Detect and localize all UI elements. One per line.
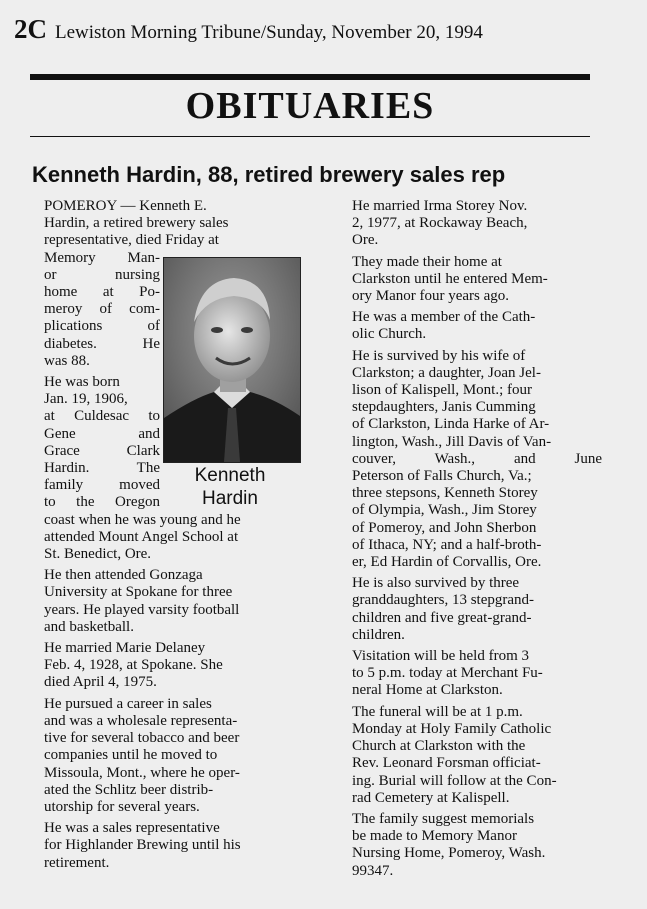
page-number: 2C [14,14,47,44]
section-rule-bottom [30,136,590,137]
text-line: was 88. [44,352,90,369]
paragraph [340,254,602,306]
text-line: for Highlander Brewing until his [44,837,241,854]
text-line: The funeral will be at 1 p.m. [352,703,523,720]
text-line: He is survived by his wife of [352,347,526,364]
text-line: diabetes. He [44,335,160,352]
text-line: They made their home at [352,253,502,270]
text-line: couver, Wash., and June [352,450,602,467]
caption-last-name: Hardin [202,488,258,509]
text-line: Hardin, a retired brewery sales [44,215,229,232]
text-line: POMEROY — Kenneth E. [44,198,207,214]
paragraph [340,811,602,880]
article-column-right [340,198,602,884]
text-line: Visitation will be held from 3 [352,648,529,665]
text-line: Hardin. The [44,460,160,477]
text-line: He then attended Gonzaga [44,567,203,584]
paragraph [340,198,602,250]
text-line: Feb. 4, 1928, at Spokane. She [44,657,223,674]
text-line: er, Ed Hardin of Corvallis, Ore. [352,554,542,571]
text-line: of Ithaca, NY; and a half-broth- [352,536,542,553]
article-headline: Kenneth Hardin, 88, retired brewery sales rep [32,162,506,187]
text-line: representative, died Friday at [44,232,219,249]
text-line: He married Marie Delaney [44,640,206,657]
text-line: rad Cemetery at Kalispell. [352,789,510,806]
paragraph [340,575,602,644]
text-line: Clarkston; a daughter, Joan Jel- [352,364,541,381]
text-line: He pursued a career in sales [44,695,212,712]
paragraph [32,567,302,636]
text-line: ory Manor four years ago. [352,288,510,305]
article-column-left [32,198,302,876]
text-line: Missoula, Mont., where he oper- [44,764,240,781]
text-line: Grace Clark [44,442,160,459]
paragraph [340,348,602,572]
text-line: The family suggest memorials [352,810,535,827]
paragraph [32,198,302,370]
text-line: Nursing Home, Pomeroy, Wash. [352,845,546,862]
text-line: granddaughters, 13 stepgrand- [352,592,535,609]
text-line: Church at Clarkston with the [352,738,526,755]
text-line: of Pomeroy, and John Sherbon [352,519,537,536]
text-line: retirement. [44,854,110,871]
paragraph [340,309,602,343]
text-line: home at Po- [44,284,160,301]
text-line: stepdaughters, Janis Cumming [352,399,536,416]
text-line: of Clarkston, Linda Harke of Ar- [352,416,550,433]
text-line: He was a sales representative [44,820,220,837]
text-line: 2, 1977, at Rockaway Beach, [352,215,528,232]
text-line: ated the Schlitz beer distrib- [44,781,214,798]
text-line: Ore. [352,232,379,249]
text-line: be made to Memory Manor [352,828,517,845]
text-line: tive for several tobacco and beer [44,730,240,747]
caption-first-name: Kenneth [194,465,266,486]
text-line: He was born [44,374,120,391]
text-line: utorship for several years. [44,798,200,815]
text-line: children. [352,626,405,643]
text-line: to 5 p.m. today at Merchant Fu- [352,665,543,682]
folio-line [14,14,634,45]
text-line: and was a wholesale representa- [44,712,238,729]
paragraph [32,640,302,692]
section-rule-top [30,74,590,80]
text-line: companies until he moved to [44,747,218,764]
text-line: died April 4, 1975. [44,674,157,691]
text-line: olic Church. [352,326,427,343]
text-line: coast when he was young and he [44,511,241,528]
text-line: He is also survived by three [352,575,520,592]
text-line: Jan. 19, 1906, [44,391,128,408]
text-line: years. He played varsity football [44,601,240,618]
text-line: Rev. Leonard Forsman officiat- [352,755,541,772]
text-line: children and five great-grand- [352,609,532,626]
text-line: University at Spokane for three [44,584,233,601]
text-line: lison of Kalispell, Mont.; four [352,382,532,399]
text-line: He was a member of the Cath- [352,309,536,326]
text-line: Monday at Holy Family Catholic [352,720,552,737]
text-line: meroy of com- [44,301,160,318]
paragraph [32,696,302,816]
text-line: St. Benedict, Ore. [44,546,152,563]
text-line: 99347. [352,862,394,879]
text-line: attended Mount Angel School at [44,528,239,545]
text-line: or nursing [44,266,160,283]
text-line: Clarkston until he entered Mem- [352,270,548,287]
section-title: OBITUARIES [185,85,435,127]
text-line: family moved [44,477,160,494]
text-line: at Culdesac to [44,408,160,425]
paragraph [32,820,302,872]
text-line: three stepsons, Kenneth Storey [352,485,538,502]
publication-line: Lewiston Morning Tribune/Sunday, November 20, 1994 [55,22,483,43]
text-line: and basketball. [44,618,134,635]
text-line: neral Home at Clarkston. [352,682,503,699]
text-line: of Olympia, Wash., Jim Storey [352,502,537,519]
paragraph [32,374,302,563]
text-line: plications of [44,318,160,335]
text-line: Gene and [44,425,160,442]
text-line: Memory Man- [44,249,160,266]
text-line: He married Irma Storey Nov. [352,198,528,214]
text-line: Peterson of Falls Church, Va.; [352,468,532,485]
paragraph [340,704,602,807]
text-line: ing. Burial will follow at the Con- [352,772,557,789]
text-line: lington, Wash., Jill Davis of Van- [352,433,552,450]
text-line: to the Oregon [44,494,160,511]
paragraph [340,648,602,700]
